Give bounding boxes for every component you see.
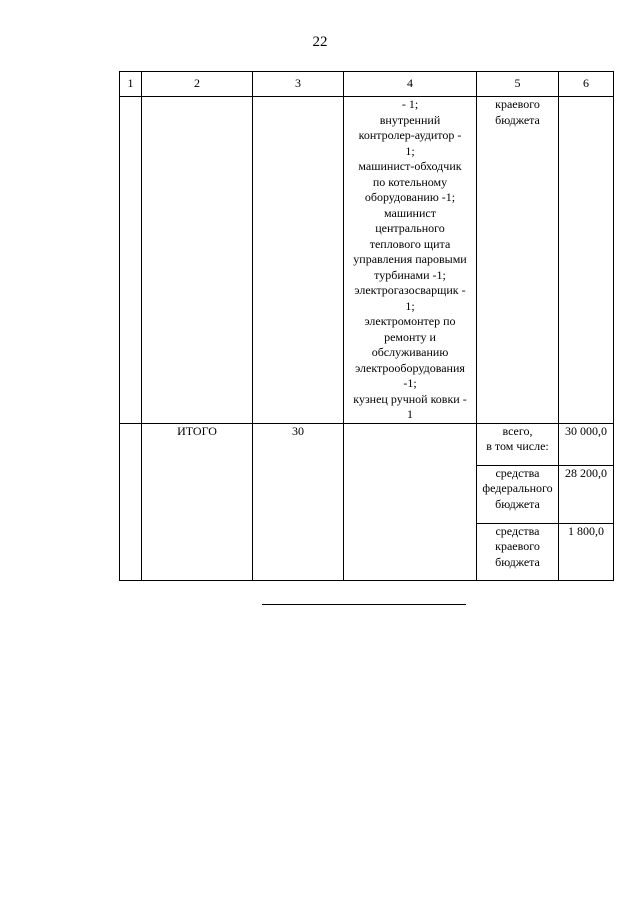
amount-cell: 30 000,0	[559, 423, 614, 465]
position-line: центрального	[375, 221, 445, 235]
column-header: 3	[253, 72, 344, 97]
funding-breakdown-cell	[477, 523, 559, 580]
position-line: машинист	[384, 205, 436, 220]
position-line: теплового щита	[369, 236, 451, 251]
position-line: электромонтер по	[364, 314, 456, 328]
position-line: -1;	[403, 376, 417, 390]
position-line: машинист-обходчик	[358, 159, 462, 173]
position-line: электрогазосварщик -	[354, 283, 466, 297]
positions-cell	[344, 97, 477, 424]
position-line: электрооборудования	[355, 360, 465, 375]
position-line: ремонту и	[384, 329, 436, 344]
table-cell	[142, 97, 253, 424]
column-header: 5	[477, 72, 559, 97]
funding-line: краевого	[495, 97, 540, 111]
total-row	[120, 423, 614, 465]
column-header: 2	[142, 72, 253, 97]
position-line: оборудованию -1;	[364, 190, 456, 204]
amount-cell: 28 200,0	[559, 465, 614, 523]
column-header: 6	[559, 72, 614, 97]
column-header: 4	[344, 72, 477, 97]
position-line: обслуживанию	[371, 345, 449, 359]
funding-line: бюджета	[495, 496, 540, 511]
funding-breakdown-cell	[477, 465, 559, 523]
position-line: контролер-аудитор -	[358, 128, 462, 142]
position-line: 1;	[405, 298, 415, 313]
position-line: по котельному	[372, 174, 448, 189]
table-cell	[120, 423, 142, 580]
position-line: - 1;	[401, 97, 419, 111]
table-cell	[253, 97, 344, 424]
funding-line: средства	[495, 523, 540, 538]
column-header: 1	[120, 72, 142, 97]
position-line: турбинами -1;	[374, 267, 446, 282]
funding-line: в том числе:	[486, 439, 549, 453]
table-row	[120, 97, 614, 424]
position-line: 1	[407, 407, 413, 421]
table-header-row	[120, 72, 614, 97]
end-rule	[262, 604, 466, 605]
funding-source-cell	[477, 97, 559, 424]
amount-cell: 1 800,0	[559, 523, 614, 580]
table-cell	[559, 97, 614, 424]
funding-line: бюджета	[495, 112, 540, 127]
position-line: кузнец ручной ковки -	[353, 391, 467, 406]
funding-line: федерального	[482, 481, 553, 495]
position-line: 1;	[405, 143, 415, 158]
position-line: внутренний	[379, 112, 441, 127]
funding-breakdown-cell	[477, 423, 559, 465]
staffing-table	[119, 71, 614, 581]
funding-line: всего,	[502, 423, 533, 438]
position-line: управления паровыми	[353, 252, 467, 266]
table-cell	[120, 97, 142, 424]
funding-line: средства	[495, 465, 540, 480]
total-label: ИТОГО	[142, 423, 253, 580]
funding-line: бюджета	[495, 554, 540, 569]
total-count: 30	[253, 423, 344, 580]
table-cell	[344, 423, 477, 580]
funding-line: краевого	[495, 539, 540, 553]
page-number: 22	[312, 34, 328, 50]
